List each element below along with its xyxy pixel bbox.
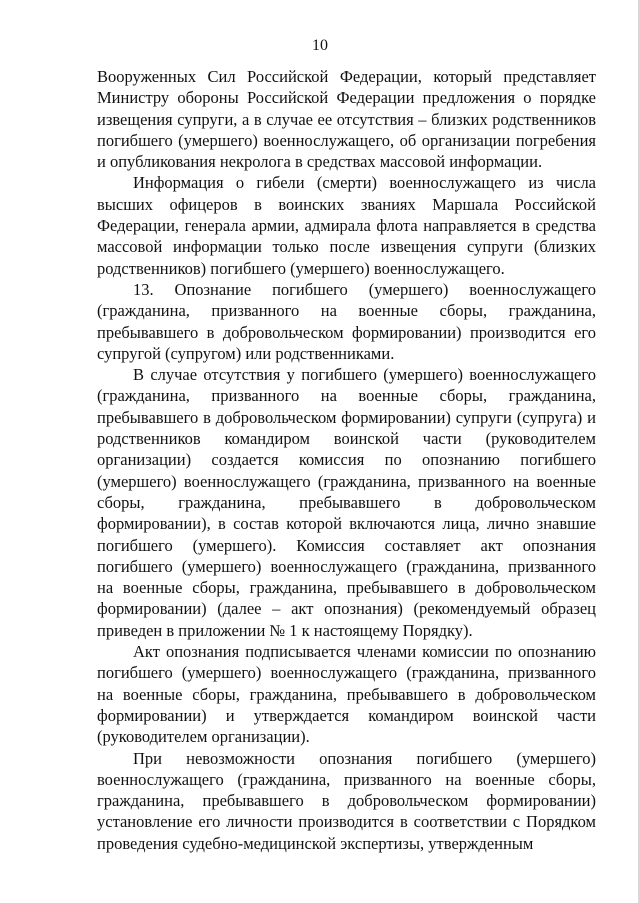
paragraph-impossible-identification: При невозможности опознания погибшего (умершего) военнослужащего (гражданина, призванного на военные сборы, гражданина, пребывавшего в добровольческом формировании) установление его личности производится в соответствии с Порядком проведения судебно-медицинской экспертизы, утвержденным [97, 748, 596, 853]
paragraph-13-identification: 13. Опознание погибшего (умершего) военнослужащего (гражданина, призванного на военные сборы, гражданина, пребывавшего в добровольческом формировании) производится его супругой (супругом) или родственниками. [97, 279, 596, 363]
paragraph-identification-act: Акт опознания подписывается членами комиссии по опознанию погибшего (умершего) военнослужащего (гражданина, призванного на военные сборы, гражданина, пребывавшего в добровольческом формировании) и утверждается командиром воинской части (руководителем организации). [97, 642, 596, 747]
paragraph-information-on-death: Информация о гибели (смерти) военнослужащего из числа высших офицеров в воинских званиях Маршала Российской Федерации, генерала армии, адмирала флота направляется в средства массовой информации только после извещения супруги (близких родственников) погибшего (умершего) военнослужащего. [97, 173, 596, 278]
page-number: 10 [312, 37, 328, 54]
paragraph-identification-commission: В случае отсутствия у погибшего (умершего) военнослужащего (гражданина, призванного на военные сборы, гражданина, пребывавшего в добровольческом формировании) супруги (супруга) и родственников командиром воинской части (руководителем организации) создается комиссия по опознанию погибшего (умершего) военнослужащего (гражданина, призванного на военные сборы, гражданина, пребывавшего в добровольческом формировании), в состав которой включаются лица, лично знавшие погибшего (умершего). Комиссия составляет акт опознания погибшего (умершего) военнослужащего (гражданина, призванного на военные сборы, гражданина, пребывавшего в добровольческом формировании) (далее – акт опознания) (рекомендуемый образец приведен в приложении № 1 к настоящему Порядку). [97, 365, 596, 640]
document-body [97, 66, 596, 854]
paragraph-continuation: Вооруженных Сил Российской Федерации, который представляет Министру обороны Российской Федерации предложения о порядке извещения супруги, а в случае ее отсутствия – близких родственников погибшего (умершего) военнослужащего, об организации погребения и опубликования некролога в средствах массовой информации. [97, 67, 596, 172]
